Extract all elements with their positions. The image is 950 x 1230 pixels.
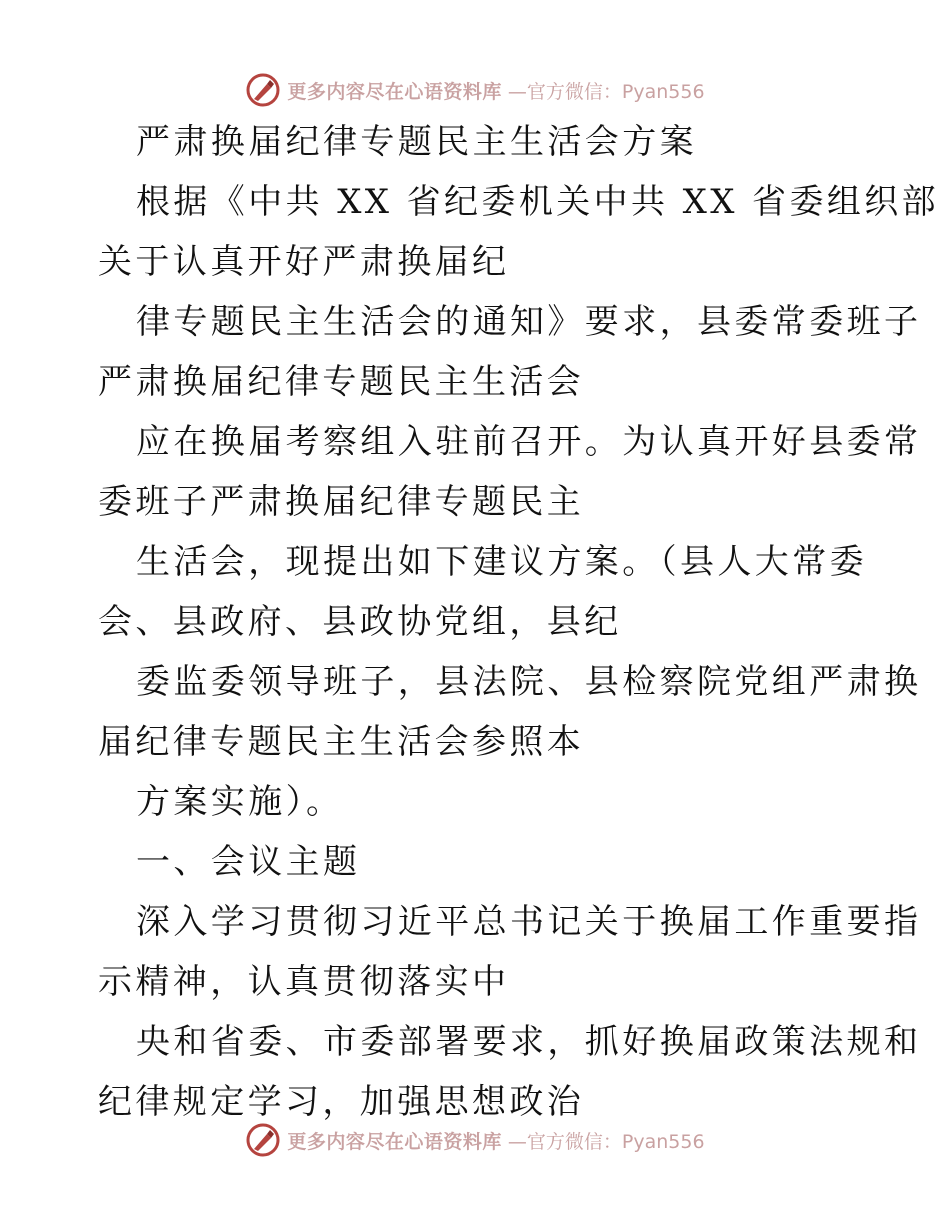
watermark-main-text: 更多内容尽在心语资料库 bbox=[287, 80, 502, 103]
footer-watermark bbox=[0, 1120, 950, 1160]
paragraph-line: 严肃换届纪律专题民主生活会 bbox=[98, 362, 585, 402]
header-watermark bbox=[0, 70, 950, 110]
paragraph-line: 关于认真开好严肃换届纪 bbox=[98, 242, 510, 282]
section-heading: 一、会议主题 bbox=[136, 842, 361, 882]
paragraph-line: 方案实施）。 bbox=[136, 782, 344, 822]
paragraph-line: 应在换届考察组入驻前召开。为认真开好县委常 bbox=[136, 422, 922, 462]
paragraph-line: 委监委领导班子，县法院、县检察院党组严肃换 bbox=[136, 662, 922, 702]
watermark-main-text: 更多内容尽在心语资料库 bbox=[287, 1130, 502, 1153]
watermark-sub-text: —官方微信：Pyan556 bbox=[507, 80, 705, 103]
paragraph-line: 央和省委、市委部署要求，抓好换届政策法规和 bbox=[136, 1022, 922, 1062]
watermark-sub-text: —官方微信：Pyan556 bbox=[507, 1130, 705, 1153]
paragraph-line: 纪律规定学习，加强思想政治 bbox=[98, 1082, 585, 1122]
paragraph-line: 示精神，认真贯彻落实中 bbox=[98, 962, 510, 1002]
pen-logo-icon bbox=[245, 72, 281, 108]
paragraph-line: 会、县政府、县政协党组，县纪 bbox=[98, 602, 622, 642]
paragraph-line: 深入学习贯彻习近平总书记关于换届工作重要指 bbox=[136, 902, 922, 942]
document-title: 严肃换届纪律专题民主生活会方案 bbox=[136, 122, 697, 162]
paragraph-line: 届纪律专题民主生活会参照本 bbox=[98, 722, 585, 762]
paragraph-line: 根据《中共 XX 省纪委机关中共 XX 省委组织部 bbox=[136, 182, 940, 222]
paragraph-line: 委班子严肃换届纪律专题民主 bbox=[98, 482, 585, 522]
paragraph-line: 生活会，现提出如下建议方案。（县人大常委 bbox=[136, 542, 867, 582]
paragraph-line: 律专题民主生活会的通知》要求，县委常委班子 bbox=[136, 302, 922, 342]
pen-logo-icon bbox=[245, 1122, 281, 1158]
